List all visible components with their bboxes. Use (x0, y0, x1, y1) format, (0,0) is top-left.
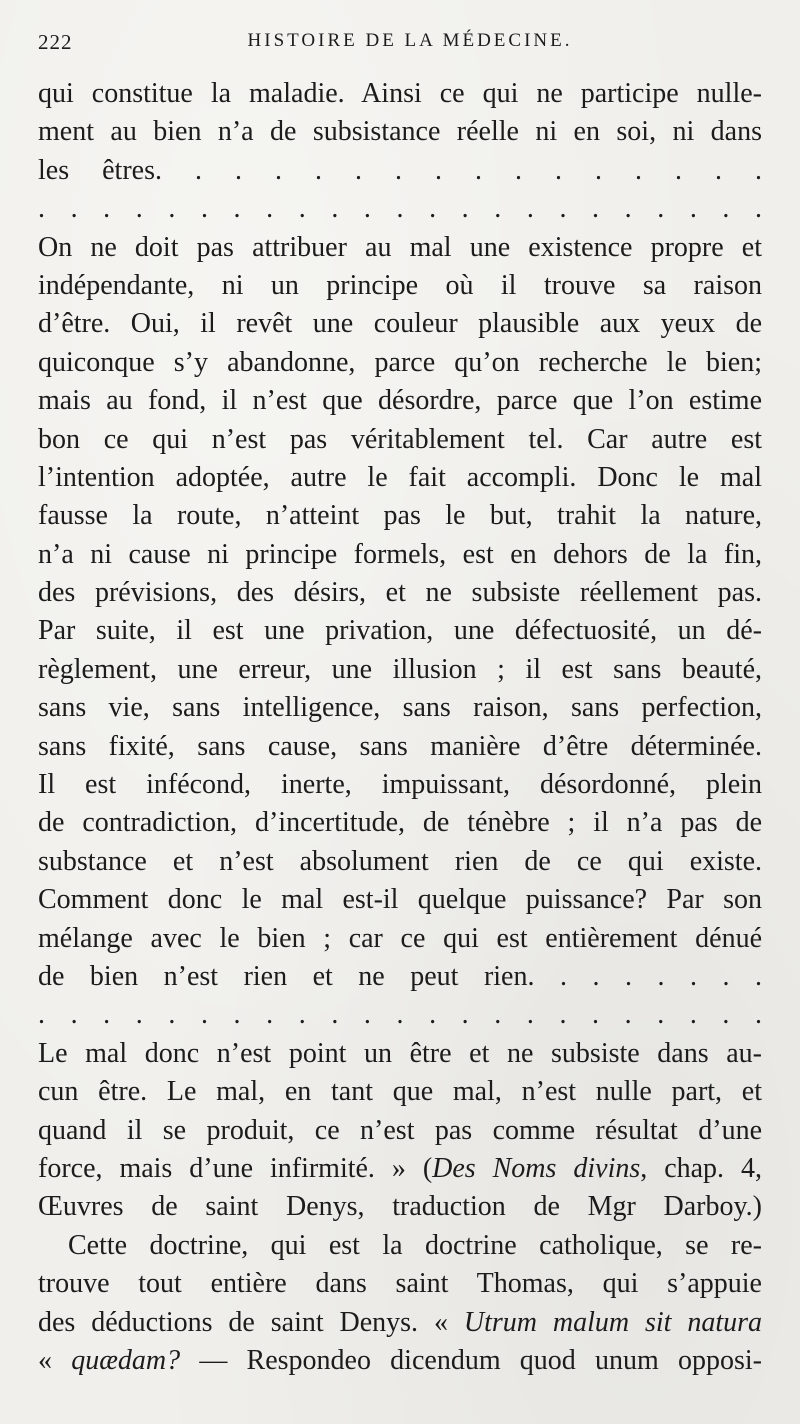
text-line (38, 1150, 762, 1188)
text-segment: On ne doit pas attribuer au mal une existence propre et (38, 231, 762, 263)
text-line (38, 382, 762, 420)
text-segment: règlement, une erreur, une illusion ; il est sans beauté, (38, 653, 762, 685)
text-segment: substance et n’est absolument rien de ce qui existe. (38, 845, 762, 877)
text-segment: trouve tout entière dans saint Thomas, qui s’appuie (38, 1268, 762, 1300)
text-line (38, 459, 762, 497)
text-segment: de bien n’est rien et ne peut rien. . . . . . . . (38, 960, 762, 992)
text-line (38, 996, 762, 1034)
text-line (38, 574, 762, 612)
body-text (38, 75, 762, 1380)
text-segment: quand il se produit, ce n’est pas comme résultat d’une (38, 1114, 762, 1146)
text-line (38, 1188, 762, 1226)
text-line (38, 804, 762, 842)
running-title: HISTOIRE DE LA MÉDECINE. (247, 30, 573, 51)
text-line (38, 958, 762, 996)
text-segment: d’être. Oui, il revêt une couleur plausible aux yeux de (38, 308, 762, 340)
text-segment: les êtres. . . . . . . . . . . . . . . . (38, 154, 762, 186)
text-line (38, 190, 762, 228)
text-line (38, 920, 762, 958)
text-segment: bon ce qui n’est pas véritablement tel. Car autre est (38, 423, 762, 455)
text-line (38, 1265, 762, 1303)
text-segment: Il est infécond, inerte, impuissant, désordonné, plein (38, 769, 762, 801)
text-segment: « (38, 1344, 72, 1376)
text-line (38, 1227, 762, 1265)
text-line (38, 497, 762, 535)
text-line (38, 267, 762, 305)
text-segment: des prévisions, des désirs, et ne subsiste réellement pas. (38, 577, 762, 609)
text-line (38, 651, 762, 689)
text-line (38, 1342, 762, 1380)
italic-text: Utrum malum sit natura (463, 1306, 762, 1338)
text-segment: sans fixité, sans cause, sans manière d’être déterminée. (38, 730, 762, 762)
text-line (38, 612, 762, 650)
text-segment: sans vie, sans intelligence, sans raison, sans perfection, (38, 692, 762, 724)
text-line (38, 1112, 762, 1150)
text-line (38, 113, 762, 151)
text-segment: force, mais d’une infirmité. » ( (38, 1152, 433, 1184)
text-line (38, 689, 762, 727)
text-segment: de contradiction, d’incertitude, de ténèbre ; il n’a pas de (38, 807, 762, 839)
text-line (38, 305, 762, 343)
text-segment: Le mal donc n’est point un être et ne subsiste dans au- (38, 1037, 762, 1069)
italic-text: Des Noms divins (432, 1152, 641, 1184)
italic-text: quædam? (71, 1344, 181, 1376)
text-line (38, 229, 762, 267)
text-segment: cun être. Le mal, en tant que mal, n’est nulle part, et (38, 1076, 762, 1108)
text-segment: ment au bien n’a de subsistance réelle ni en soi, ni dans (38, 116, 762, 148)
text-segment: l’intention adoptée, autre le fait accompli. Donc le mal (38, 461, 762, 493)
text-line (38, 843, 762, 881)
text-line (38, 1073, 762, 1111)
text-segment: des déductions de saint Denys. « (38, 1306, 464, 1338)
text-segment: Cette doctrine, qui est la doctrine catholique, se re- (68, 1229, 762, 1261)
text-segment: Par suite, il est une privation, une défectuosité, un dé- (38, 615, 762, 647)
text-line (38, 536, 762, 574)
text-segment: — Respondeo dicendum quod unum opposi- (180, 1344, 762, 1376)
text-segment: mais au fond, il n’est que désordre, parce que l’on estime (38, 385, 762, 417)
text-segment: Œuvres de saint Denys, traduction de Mgr Darboy.) (38, 1191, 762, 1223)
text-segment: Comment donc le mal est-il quelque puissance? Par son (38, 884, 762, 916)
text-line (38, 1035, 762, 1073)
text-line (38, 152, 762, 190)
running-head (38, 30, 762, 60)
text-line (38, 421, 762, 459)
text-line (38, 766, 762, 804)
text-segment: mélange avec le bien ; car ce qui est entièrement dénué (38, 922, 762, 954)
text-line (38, 344, 762, 382)
text-line (38, 881, 762, 919)
text-segment: fausse la route, n’atteint pas le but, trahit la nature, (38, 500, 762, 532)
text-segment: qui constitue la maladie. Ainsi ce qui ne participe nulle- (38, 78, 762, 109)
text-segment: . . . . . . . . . . . . . . . . . . . . . . . (38, 999, 762, 1031)
text-segment: n’a ni cause ni principe formels, est en dehors de la fin, (38, 538, 762, 570)
text-segment: , chap. 4, (640, 1152, 762, 1184)
text-segment: . . . . . . . . . . . . . . . . . . . . . . . (38, 193, 762, 225)
page-number: 222 (38, 30, 73, 54)
text-segment: indépendante, ni un principe où il trouve sa raison (38, 269, 762, 301)
text-line (38, 75, 762, 113)
text-line (38, 1304, 762, 1342)
text-segment: quiconque s’y abandonne, parce qu’on recherche le bien; (38, 346, 762, 378)
text-line (38, 728, 762, 766)
